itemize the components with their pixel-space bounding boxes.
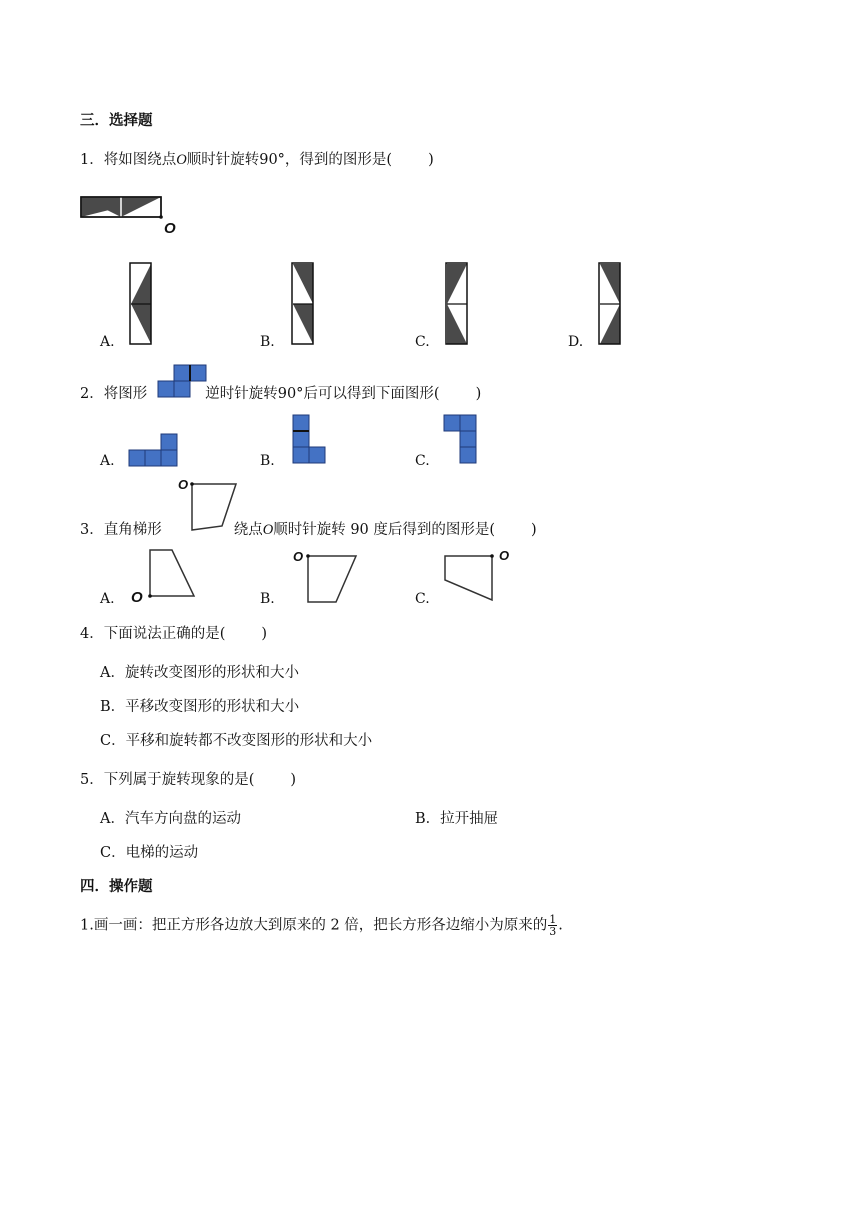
q3-original-point-label: O: [178, 477, 189, 492]
q3-point: O: [262, 522, 274, 538]
q2-option-c-figure[interactable]: [443, 414, 479, 468]
q3-option-a-label[interactable]: A.: [100, 591, 115, 607]
q5-number: 5．: [80, 772, 104, 788]
q2-option-a-label[interactable]: A.: [100, 453, 115, 469]
q1-option-d-figure[interactable]: [598, 262, 622, 346]
q3-original-trapezoid: [176, 476, 242, 534]
q1-point-label: O: [164, 220, 176, 237]
q1-option-a-label[interactable]: A.: [100, 334, 115, 350]
q5-close: ): [290, 772, 297, 788]
q5-option-b[interactable]: B．拉开抽屉: [415, 811, 499, 827]
q2-text-after: 逆时针旋转90°后可以得到下面图形(: [205, 386, 440, 402]
q3-close: ): [531, 522, 537, 538]
q2-option-b-figure[interactable]: [292, 414, 328, 468]
q1-option-a-figure[interactable]: [129, 262, 153, 346]
q5-option-a[interactable]: A．汽车方向盘的运动: [100, 811, 241, 827]
q2-stem: [80, 384, 481, 404]
q3-text-mid: 绕点: [233, 522, 263, 538]
q4-option-b[interactable]: B．平移改变图形的形状和大小: [100, 699, 300, 715]
q2-option-c-label[interactable]: C.: [415, 453, 430, 469]
q1-original-figure: [80, 196, 190, 240]
q5-option-c[interactable]: C．电梯的运动: [100, 845, 199, 861]
fraction-one-third: [548, 914, 557, 937]
q3-option-b-point-label: O: [293, 549, 304, 564]
q3-option-c-label[interactable]: C.: [415, 591, 430, 607]
q3-option-a-point-label: O: [131, 589, 143, 606]
q4-number: 4．: [80, 626, 104, 642]
q1-text-after: 顺时针旋转90°，得到的图形是(: [186, 152, 393, 168]
q1-option-b-label[interactable]: B.: [260, 334, 275, 350]
q2-number: 2．: [80, 386, 104, 402]
s4-q1-number: 1.: [80, 917, 94, 934]
q5-text: 下列属于旋转现象的是(: [103, 772, 255, 788]
q3-option-b-label[interactable]: B.: [260, 591, 275, 607]
q4-close: ): [261, 626, 268, 642]
s4-q1-stem: [80, 914, 563, 937]
fraction-numerator: 1: [549, 913, 557, 926]
q1-option-d-label[interactable]: D.: [568, 334, 584, 350]
q3-number: 3．: [80, 522, 104, 538]
q1-stem: [80, 150, 434, 170]
section-4-title: 四．操作题: [80, 878, 153, 895]
q2-original-shape: [158, 364, 210, 398]
q2-close: ): [475, 386, 482, 402]
q2-option-b-label[interactable]: B.: [260, 453, 275, 469]
s4-q1-end: .: [558, 917, 563, 934]
q3-option-c-point-label: O: [499, 548, 510, 563]
q3-text-before: 直角梯形: [103, 522, 162, 538]
q2-option-a-figure[interactable]: [129, 433, 181, 467]
q1-option-c-figure[interactable]: [445, 262, 469, 346]
q4-option-a[interactable]: A．旋转改变图形的形状和大小: [100, 665, 299, 681]
q3-option-b-figure[interactable]: [290, 546, 362, 606]
s4-q1-text: 画一画：把正方形各边放大到原来的 2 倍，把长方形各边缩小为原来的: [93, 917, 548, 934]
q5-stem: [80, 770, 296, 790]
q1-close: ): [428, 152, 434, 168]
q3-stem: [80, 520, 537, 540]
section-3-title: 三．选择题: [80, 112, 153, 129]
q3-option-c-figure[interactable]: [442, 546, 518, 606]
q3-option-a-figure[interactable]: [130, 546, 196, 606]
fraction-denominator: 3: [549, 925, 557, 938]
q3-text-after: 顺时针旋转 90 度后得到的图形是(: [273, 522, 496, 538]
q2-text-before: 将图形: [103, 386, 148, 402]
q1-option-b-figure[interactable]: [291, 262, 315, 346]
q4-stem: [80, 624, 267, 644]
q1-text-before: 将如图绕点: [103, 152, 177, 168]
q4-option-c[interactable]: C．平移和旋转都不改变图形的形状和大小: [100, 733, 373, 749]
q1-option-c-label[interactable]: C.: [415, 334, 430, 350]
q1-number: 1．: [80, 152, 104, 168]
q1-point: O: [176, 152, 187, 168]
q4-text: 下面说法正确的是(: [103, 626, 226, 642]
